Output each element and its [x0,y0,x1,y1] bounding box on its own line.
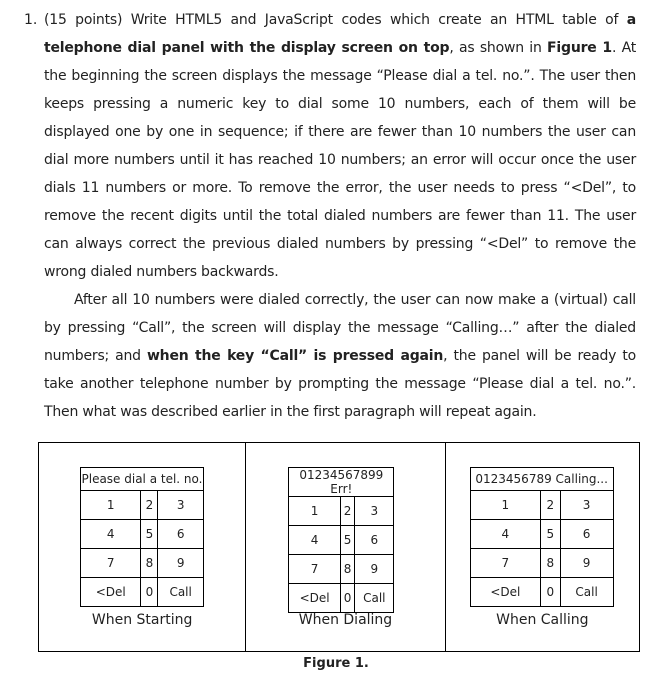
p2-run-1: when the key “Call” is pressed again [146,348,444,364]
panel-starting [39,443,245,651]
key-1[interactable]: 1 [81,491,141,520]
key-7[interactable]: 7 [470,549,540,578]
key-4[interactable]: 4 [289,526,341,555]
panel-calling [445,443,639,651]
caption-starting: When Starting [91,612,193,628]
key-2[interactable]: 2 [540,491,560,520]
key-7[interactable]: 7 [81,549,141,578]
key-5[interactable]: 5 [340,526,354,555]
display-screen: 01234567899 Err! [289,468,394,497]
dial-table-dialing [288,467,394,613]
p2-run-2: , the panel will be ready to take another telephone number by prompting the message “Please dial a tel. no.”. Then what was described earlier in the first paragraph will repeat again. [44,348,636,420]
key-4[interactable]: 4 [81,520,141,549]
display-screen: 0123456789 Calling... [470,468,613,491]
key-6[interactable]: 6 [560,520,613,549]
key-3[interactable]: 3 [560,491,613,520]
p2-run-0: After all 10 numbers were dialed correctly, the user can now make a (virtual) call by pressing “Call”, the screen will display the message “Calling…” after the dialed numbers; and [44,292,636,364]
key-9[interactable]: 9 [355,555,394,584]
key-0[interactable]: 0 [540,578,560,607]
p1-run-3: Figure 1 [547,40,612,56]
p1-run-0: (15 points) Write HTML5 and JavaScript codes which create an HTML table of [44,12,627,28]
key-1[interactable]: 1 [289,497,341,526]
paragraph-1 [44,6,636,286]
key-6[interactable]: 6 [355,526,394,555]
paragraph-2 [44,286,636,426]
key-5[interactable]: 5 [141,520,158,549]
key-7[interactable]: 7 [289,555,341,584]
key-4[interactable]: 4 [470,520,540,549]
display-screen: Please dial a tel. no. [81,468,204,491]
key-5[interactable]: 5 [540,520,560,549]
key-del[interactable]: <Del [470,578,540,607]
p1-run-1: a telephone dial panel with the display screen on top [44,12,636,56]
panel-dialing [245,443,444,651]
caption-dialing: When Dialing [298,612,393,628]
key-call[interactable]: Call [158,578,204,607]
key-0[interactable]: 0 [141,578,158,607]
key-8[interactable]: 8 [141,549,158,578]
dial-table-calling [470,467,614,607]
key-2[interactable]: 2 [141,491,158,520]
key-del[interactable]: <Del [289,584,341,613]
p1-run-4: . At the beginning the screen displays the message “Please dial a tel. no.”. The user then keeps pressing a numeric key to dial some 10 numbers, each of them will be displayed one by one in sequence; if there are fewer than 10 numbers the user can dial more numbers until it has reached 10 numbers; an error will occur once the user dials 11 numbers or more. To remove the error, the user needs to press “<Del”, to remove the recent digits until the total dialed numbers are fewer than 11. The user can always correct the previous dialed numbers by pressing “<Del” to remove the wrong dialed numbers backwards. [44,40,636,280]
key-9[interactable]: 9 [158,549,204,578]
caption-calling: When Calling [496,612,589,628]
question-number: 1. [24,12,38,28]
key-6[interactable]: 6 [158,520,204,549]
key-3[interactable]: 3 [158,491,204,520]
key-8[interactable]: 8 [340,555,354,584]
key-9[interactable]: 9 [560,549,613,578]
key-del[interactable]: <Del [81,578,141,607]
key-0[interactable]: 0 [340,584,354,613]
p1-run-2: , as shown in [449,40,548,56]
figure-1-frame [38,442,640,652]
dial-table-starting [80,467,204,607]
question-block [24,6,636,426]
figure-label: Figure 1. [303,656,369,671]
key-call[interactable]: Call [560,578,613,607]
key-1[interactable]: 1 [470,491,540,520]
key-call[interactable]: Call [355,584,394,613]
key-8[interactable]: 8 [540,549,560,578]
key-3[interactable]: 3 [355,497,394,526]
key-2[interactable]: 2 [340,497,354,526]
